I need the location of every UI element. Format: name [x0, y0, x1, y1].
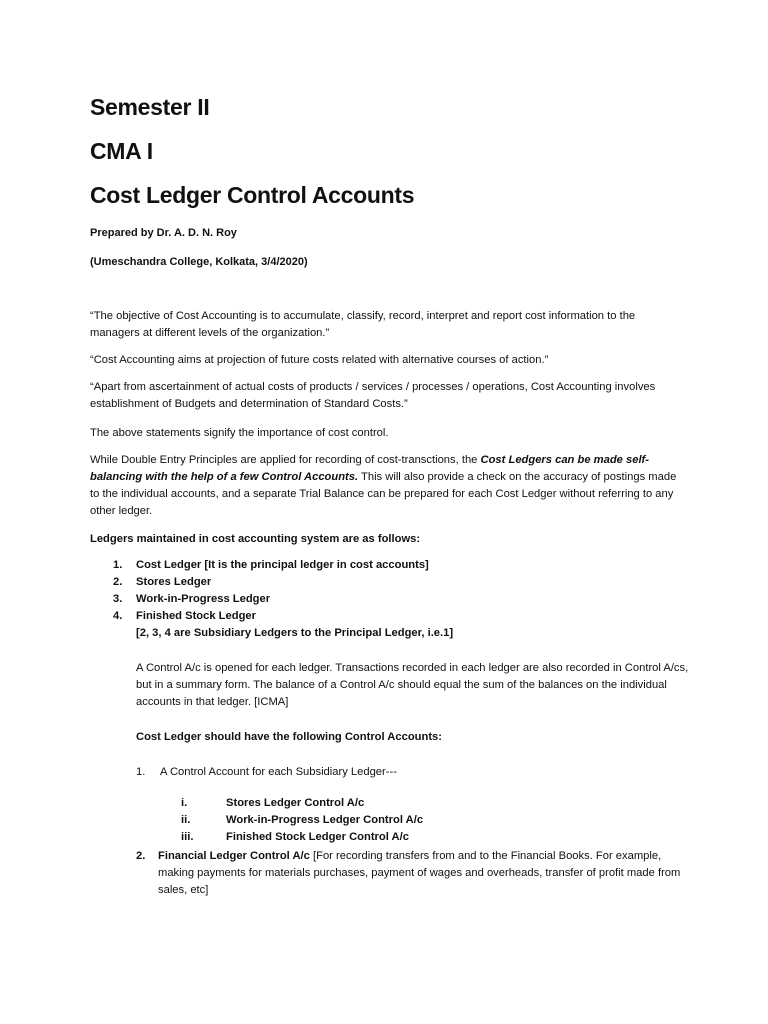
quote-paragraph-2: “Cost Accounting aims at projection of future costs related with alternative courses of action.” [90, 354, 549, 366]
author-line: Prepared by Dr. A. D. N. Roy [90, 227, 237, 239]
list-item: Stores Ledger Control A/c [226, 797, 365, 809]
semester-heading: Semester II [90, 94, 210, 120]
control-item-2-text [158, 848, 688, 899]
list-item-number: i. [181, 797, 188, 809]
quote-paragraph-3: “Apart from ascertainment of actual costs of products / services / processes / operations, Cost Accounting involves establishment of Budgets and determination of Standard Costs.” [90, 381, 656, 410]
control-account-paragraph: A Control A/c is opened for each ledger. Transactions recorded in each ledger are also recorded in Control A/cs, but in a summary form. The balance of a Control A/c should equal the sum of the balances on the individual accounts in that ledger. [ICMA] [136, 662, 689, 708]
control-item-1-text: A Control Account for each Subsidiary Ledger--- [160, 766, 397, 778]
list-item: Finished Stock Ledger Control A/c [226, 831, 409, 843]
document-title: Cost Ledger Control Accounts [90, 182, 415, 208]
list-item-number: iii. [181, 831, 194, 843]
double-entry-paragraph [90, 452, 680, 520]
double-entry-text-end: This will also provide a check on the accuracy of postings made to the individual accounts, and a separate Trial Balance can be prepared for each Cost Ledger without referring to any other ledger. [90, 471, 677, 517]
financial-ledger-description: [For recording transfers from and to the Financial Books. For example, making payments for materials purchases, payment of wages and overheads, transfer of profit made from sales, etc] [158, 850, 681, 896]
cost-ledger-heading: Cost Ledger should have the following Control Accounts: [136, 731, 443, 743]
list-item: Work-in-Progress Ledger [136, 593, 271, 605]
statement-paragraph: The above statements signify the importance of cost control. [90, 427, 389, 439]
control-item-2-number: 2. [136, 850, 146, 862]
financial-ledger-title: Financial Ledger Control A/c [158, 850, 310, 862]
list-item: Work-in-Progress Ledger Control A/c [226, 814, 424, 826]
list-item-number: 2. [113, 576, 123, 588]
list-item: Finished Stock Ledger [136, 610, 256, 622]
list-item-number: 4. [113, 610, 123, 622]
list-item: Stores Ledger [136, 576, 212, 588]
double-entry-text-start: While Double Entry Principles are applied for recording of cost-transctions, the [90, 454, 481, 466]
quote-paragraph-1: “The objective of Cost Accounting is to accumulate, classify, record, interpret and report cost information to the managers at different levels of the organization.” [90, 310, 636, 339]
subsidiary-note: [2, 3, 4 are Subsidiary Ledgers to the Principal Ledger, i.e.1] [136, 627, 454, 639]
affiliation-line: (Umeschandra College, Kolkata, 3/4/2020) [90, 256, 308, 268]
ledgers-heading: Ledgers maintained in cost accounting system are as follows: [90, 533, 421, 545]
double-entry-emphasis: Cost Ledgers can be made self-balancing with the help of a few Control Accounts. [90, 454, 650, 483]
list-item-number: ii. [181, 814, 191, 826]
list-item-number: 1. [113, 559, 123, 571]
list-item-number: 3. [113, 593, 123, 605]
course-heading: CMA I [90, 138, 153, 164]
control-item-1-number: 1. [136, 766, 146, 778]
list-item: Cost Ledger [It is the principal ledger in cost accounts] [136, 559, 429, 571]
